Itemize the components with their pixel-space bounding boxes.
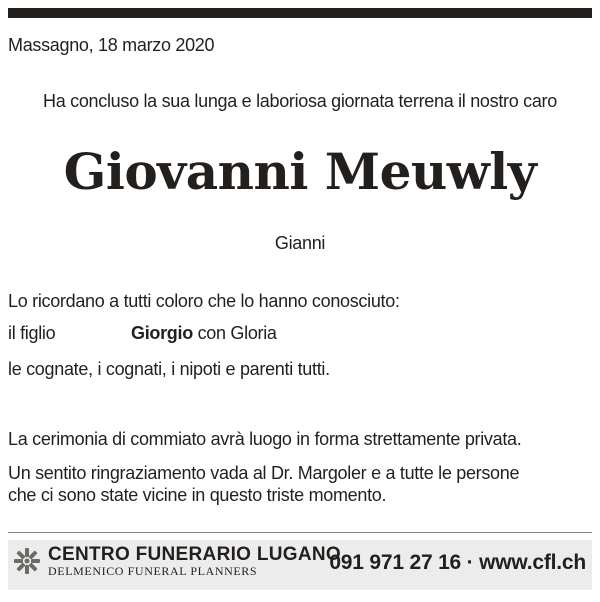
remember-line: Lo ricordano a tutti coloro che lo hanno conosciuto:	[8, 291, 400, 311]
thanks-line-2: che ci sono state vicine in questo triste momento.	[8, 485, 387, 505]
ceremony-text: La cerimonia di commiato avrà luogo in forma strettamente privata.	[8, 429, 522, 449]
relation-label: il figlio	[8, 323, 56, 343]
thanks-line-1: Un sentito ringraziamento vada al Dr. Margoler e a tutte le persone	[8, 463, 520, 483]
deceased-name: Giovanni Meuwly	[63, 142, 537, 201]
relation-name: Giorgio	[131, 323, 193, 343]
thanks-text	[8, 462, 519, 506]
other-relatives: le cognate, i cognati, i nipoti e parenti tutti.	[8, 359, 330, 379]
company-subtitle: DELMENICO FUNERAL PLANNERS	[48, 564, 258, 578]
intro-text: Ha concluso la sua lunga e laboriosa giornata terrena il nostro caro	[43, 91, 557, 111]
relation-rest: con Gloria	[197, 323, 277, 343]
bottom-rule	[8, 532, 592, 533]
nickname: Gianni	[274, 233, 326, 253]
company-name: CENTRO FUNERARIO LUGANO	[48, 544, 341, 565]
footer-banner	[8, 540, 592, 590]
relation-names	[131, 322, 277, 344]
top-rule	[8, 8, 592, 18]
place-date: Massagno, 18 marzo 2020	[8, 35, 215, 55]
contact-info: 091 971 27 16 · www.cfl.ch	[329, 551, 586, 574]
flower-logo-icon	[14, 548, 40, 574]
